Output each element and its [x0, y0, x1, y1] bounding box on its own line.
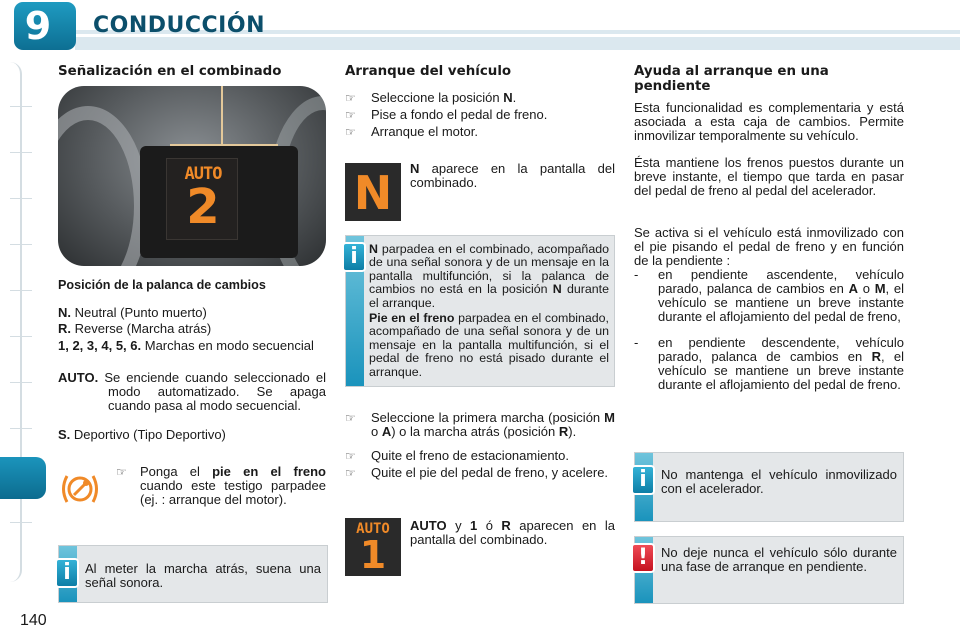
- glossary-item: [58, 322, 326, 339]
- info-text: parpadea en el combinado, acompañado de una señal sonora y de un mensaje en la pantalla multifunción, si el pedal de freno no está pisado durante el arranque.: [369, 311, 609, 379]
- step-item: [345, 466, 615, 496]
- info-box-start: [345, 235, 615, 387]
- section-heading-signalling: Señalización en el combinado: [58, 64, 282, 79]
- item-text: o: [858, 281, 875, 296]
- step-text: .: [512, 90, 517, 105]
- display-n-letter: N: [353, 166, 393, 220]
- display-auto1-icon: [345, 518, 401, 576]
- auto-display-bold: 1: [470, 518, 478, 533]
- step-text: Seleccione la posición: [371, 90, 504, 105]
- info-text: parpadea en el combinado, acompañado de una señal sonora y de un mensaje en la pantalla multifunción, si la palanca de cambios no está en la posición: [369, 242, 609, 297]
- hill-assist-intro: Esta funcionalidad es complementaria y está asociada a esta caja de cambios. Permite inmovilizar temporalmente su vehículo.: [634, 100, 904, 143]
- tip-item: [116, 465, 326, 507]
- step-text: ) o la marcha atrás (posición: [391, 424, 559, 439]
- side-tab-divider: [10, 198, 32, 199]
- display-auto-text: AUTO: [184, 164, 222, 184]
- side-tab-divider: [10, 152, 32, 153]
- page-header: [0, 0, 960, 52]
- gauge-needle: [221, 86, 223, 146]
- step-item: [345, 125, 615, 142]
- step-item: [345, 91, 615, 108]
- side-tab-divider: [10, 336, 32, 337]
- display-gear-number: 1: [359, 533, 387, 577]
- info-text: durante el arranque.: [369, 282, 609, 310]
- glossary-term: AUTO.: [58, 370, 99, 385]
- gear-indicator-display: [166, 158, 238, 240]
- display-gear-number: 2: [186, 179, 220, 235]
- auto-display-bold: AUTO: [410, 518, 447, 533]
- warning-box-text: No deje nunca el vehículo sólo durante una fase de arranque en pendiente.: [661, 545, 897, 574]
- tip-text: cuando este testigo parpadee (ej. : arranque del motor).: [140, 478, 326, 507]
- warning-box: [634, 536, 904, 604]
- item-text-bold: M: [874, 281, 886, 296]
- item-text: en pendiente descendente, vehículo parado, palanca de cambios en: [658, 335, 904, 364]
- step-text: Pise a fondo el pedal de freno.: [371, 107, 548, 122]
- chapter-title: CONDUCCIÓN: [93, 13, 265, 38]
- step-text-bold: R: [558, 424, 569, 439]
- glossary-desc: Reverse (Marcha atrás): [74, 321, 212, 336]
- info-box-accelerator: [634, 452, 904, 522]
- glossary-desc: Se enciende cuando seleccionado el modo automatizado. Se apaga cuando pasa al modo secuencial.: [104, 370, 326, 413]
- service-wrench-icon: [58, 470, 102, 508]
- glossary-item: [58, 339, 326, 371]
- info-box-text: [369, 243, 609, 310]
- side-tab-divider: [10, 522, 32, 523]
- chapter-side-tabs: [0, 62, 40, 582]
- glossary-desc: Neutral (Punto muerto): [74, 305, 207, 320]
- step-item: [345, 108, 615, 125]
- step-item: [345, 449, 615, 466]
- info-box-text: [369, 312, 609, 379]
- item-text: , el vehículo se mantiene un breve instante durante el aflojamiento del pedal de freno,: [658, 281, 905, 324]
- side-tab-divider: [10, 290, 32, 291]
- info-icon: i: [55, 558, 79, 588]
- dash-bullet: -: [634, 335, 639, 350]
- tip-text-bold: pie en el freno: [212, 464, 326, 479]
- glossary-term: N.: [58, 305, 71, 320]
- page-number: 140: [20, 612, 47, 629]
- bullet-hand-icon: ☞: [345, 449, 356, 463]
- hill-assist-item: [634, 268, 904, 324]
- display-auto-text: AUTO: [356, 521, 390, 537]
- tip-text: Ponga el: [140, 464, 213, 479]
- auto-display-bold: R: [501, 518, 511, 533]
- step-text: Seleccione la primera marcha (posición: [371, 410, 605, 425]
- image-caption: Posición de la palanca de cambios: [58, 278, 266, 292]
- side-tab-divider: [10, 106, 32, 107]
- n-display-desc: aparece en la pantalla del combinado.: [410, 161, 615, 190]
- side-tab-divider: [10, 244, 32, 245]
- gauge-ring: [58, 106, 148, 266]
- step-text-bold: M: [604, 410, 615, 425]
- heading-line: pendiente: [634, 79, 711, 94]
- step-text-bold: A: [381, 424, 392, 439]
- heading-line: Ayuda al arranque en una: [634, 64, 829, 79]
- item-text: , el vehículo se mantiene un breve instante durante el aflojamiento del pedal de freno.: [658, 349, 905, 392]
- glossary-item: [58, 371, 326, 428]
- auto-display-desc: ó: [477, 518, 502, 533]
- side-tab-divider: [10, 382, 32, 383]
- step-item: [345, 411, 615, 449]
- bullet-hand-icon: ☞: [345, 125, 356, 139]
- hill-assist-activation: Se activa si el vehículo está inmovilizado con el pie pisando el pedal de freno y en función de la pendiente :: [634, 225, 904, 268]
- n-display-text: [410, 162, 615, 190]
- glossary-item: [58, 428, 326, 444]
- step-text-bold: N: [503, 90, 513, 105]
- side-tab-divider: [10, 428, 32, 429]
- bullet-hand-icon: ☞: [345, 466, 356, 480]
- side-tabs-edge: [10, 62, 22, 582]
- side-tab-active[interactable]: [0, 457, 46, 499]
- info-box-reverse: [58, 545, 328, 603]
- display-n-icon: [345, 163, 401, 221]
- dash-bullet: -: [634, 267, 639, 282]
- gear-glossary: [58, 306, 326, 444]
- step-text: ).: [568, 424, 577, 439]
- n-display-bold: N: [410, 161, 420, 176]
- section-heading-start: Arranque del vehículo: [345, 64, 512, 79]
- hill-assist-description: Ésta mantiene los frenos puestos durante un breve instante, el tiempo que tarda en pasar del pedal de freno al pedal del acelerador.: [634, 155, 904, 198]
- bullet-hand-icon: ☞: [345, 91, 356, 105]
- bullet-hand-icon: ☞: [345, 411, 356, 425]
- glossary-term: S.: [58, 427, 71, 442]
- glossary-term: 1, 2, 3, 4, 5, 6.: [58, 338, 142, 353]
- info-bold: Pie en el freno: [369, 311, 455, 325]
- info-bold: N: [552, 282, 562, 297]
- tip-list: [116, 465, 326, 507]
- info-box-text: Al meter la marcha atrás, suena una señal sonora.: [85, 561, 321, 590]
- step-text: Quite el freno de estacionamiento.: [371, 448, 570, 463]
- item-text: en pendiente ascendente, vehículo parado, palanca de cambios en: [658, 267, 904, 296]
- bullet-hand-icon: ☞: [345, 108, 356, 122]
- step-text: o: [371, 424, 382, 439]
- start-steps-list: [345, 91, 615, 142]
- info-icon: i: [631, 465, 655, 495]
- glossary-term: R.: [58, 321, 71, 336]
- warning-icon: !: [631, 543, 655, 573]
- chapter-tab: [14, 2, 76, 50]
- auto-display-text: [410, 519, 615, 547]
- hill-assist-item: [634, 336, 904, 392]
- instrument-cluster-photo: [58, 86, 326, 266]
- item-text-bold: A: [848, 281, 858, 296]
- auto-display-desc: aparecen en la pantalla del combinado.: [410, 518, 615, 547]
- item-text-bold: R: [871, 349, 881, 364]
- gauge-needle: [170, 144, 278, 146]
- chapter-number: 9: [24, 4, 52, 48]
- glossary-desc: Deportivo (Tipo Deportivo): [73, 427, 226, 442]
- section-heading-hill-assist: [634, 64, 904, 94]
- info-box-text: No mantenga el vehículo inmovilizado con el acelerador.: [661, 467, 897, 496]
- step-text: Quite el pie del pedal de freno, y acelere.: [371, 465, 609, 480]
- bullet-hand-icon: ☞: [116, 465, 127, 479]
- auto-display-desc: y: [446, 518, 471, 533]
- info-icon: i: [342, 242, 366, 272]
- glossary-item: [58, 306, 326, 322]
- glossary-desc: Marchas en modo secuencial: [144, 338, 314, 353]
- step-text: Arranque el motor.: [371, 124, 478, 139]
- info-bold: N: [369, 242, 378, 256]
- drive-steps-list: [345, 411, 615, 496]
